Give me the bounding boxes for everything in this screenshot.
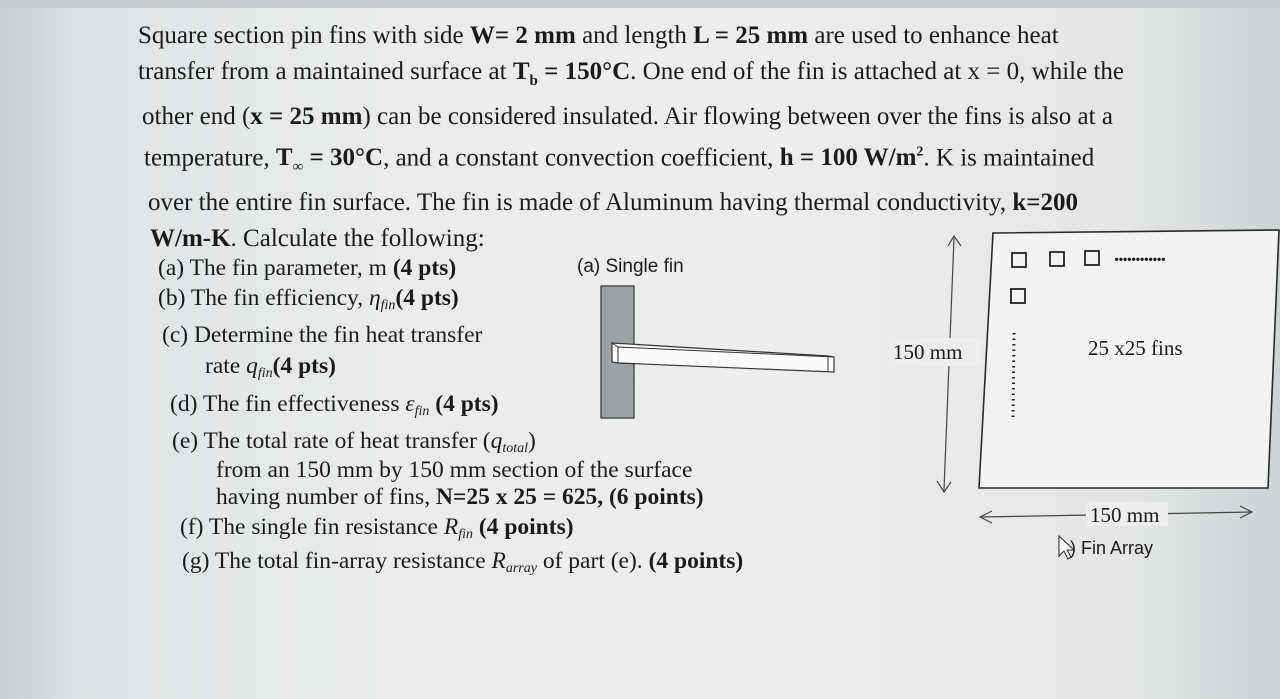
text-run: ) can be considered insulated. Air flowing between over the fins is also at a [362, 103, 1113, 130]
base-temp-symbol: T [512, 57, 530, 85]
question-text: (g) The total fin-array resistance [182, 548, 492, 574]
text-run: . K is maintained [923, 143, 1095, 171]
q-symbol: q [490, 428, 503, 454]
arrow-up-icon [948, 236, 961, 246]
text-run: . One end of the fin is attached at x = 0, while the [630, 57, 1124, 85]
question-text: (f) The single fin resistance [180, 514, 444, 540]
fin-array-count-label: 25 x25 fins [1088, 336, 1183, 360]
text-run: . Calculate the following: [230, 224, 485, 252]
base-temp-subscript: b [529, 72, 538, 89]
question-text: (b) The fin efficiency, [158, 285, 369, 311]
points-label: (4 pts) [435, 391, 499, 417]
superscript: 2 [916, 144, 924, 160]
paren: ) [528, 428, 536, 454]
conductivity-unit: W/m-K [150, 224, 231, 252]
single-fin-caption: (a) Single fin [577, 256, 684, 277]
dots-row: ............ [1114, 242, 1165, 266]
base-temp-value: = 150°C [537, 57, 631, 85]
symbol-subscript: total [502, 441, 529, 456]
points-label: (4 points) [648, 548, 744, 574]
height-dimension-label: 150 mm [893, 340, 963, 364]
points-label: (6 points) [603, 484, 704, 510]
text-run: and length [575, 22, 694, 49]
question-text: from an 150 mm by 150 mm section of the surface [216, 457, 693, 483]
text-run: Square section pin fins with side [138, 22, 470, 49]
r-symbol: R [443, 514, 459, 540]
fin-array-caption: ) Fin Array [1070, 538, 1154, 558]
symbol-subscript: fin [257, 366, 273, 381]
text-run: are used to enhance heat [808, 22, 1059, 49]
points-label: (4 pts) [272, 353, 336, 379]
text-run: over the entire fin surface. The fin is made of Aluminum having thermal conductivity, [148, 189, 1013, 217]
symbol-subscript: fin [414, 404, 430, 419]
symbol-subscript: array [505, 561, 537, 576]
symbol-subscript: fin [380, 298, 396, 313]
width-dimension-label: 150 mm [1090, 503, 1160, 527]
text-run: other end ( [142, 103, 251, 130]
question-text: having number of fins, [216, 484, 436, 510]
eta-symbol: η [368, 285, 381, 311]
symbol-subscript: fin [458, 527, 473, 542]
fin-bar [612, 343, 834, 372]
question-text: of part (e). [536, 548, 649, 574]
ambient-temp-subscript: ∞ [292, 158, 304, 175]
width-value: W= 2 mm [469, 22, 576, 49]
text-run: , and a constant convection coefficient, [383, 143, 780, 171]
q-symbol: q [246, 353, 258, 379]
fin-count: N=25 x 25 = 625, [435, 484, 604, 510]
question-text: (d) The fin effectiveness [170, 391, 406, 417]
text-run: temperature, [144, 143, 276, 171]
question-text: (e) The total rate of heat transfer ( [172, 428, 491, 454]
r-symbol: R [491, 548, 506, 574]
length-value: L = 25 mm [693, 22, 809, 49]
points-label: (4 pts) [392, 255, 457, 281]
ambient-temp-symbol: T [275, 143, 293, 171]
conductivity-value: k=200 [1012, 189, 1078, 217]
points-label: (4 pts) [395, 285, 459, 311]
ambient-temp-value: = 30°C [303, 143, 384, 171]
epsilon-symbol: ε [405, 391, 415, 417]
question-text: rate [205, 353, 247, 379]
question-text: (c) Determine the fin heat transfer [162, 322, 483, 348]
convection-coefficient-value: h = 100 W/m [779, 143, 917, 171]
points-label: (4 points) [473, 514, 574, 540]
end-position-value: x = 25 mm [250, 103, 363, 130]
question-text: (a) The fin parameter, m [158, 255, 393, 281]
text-run: transfer from a maintained surface at [138, 57, 513, 85]
